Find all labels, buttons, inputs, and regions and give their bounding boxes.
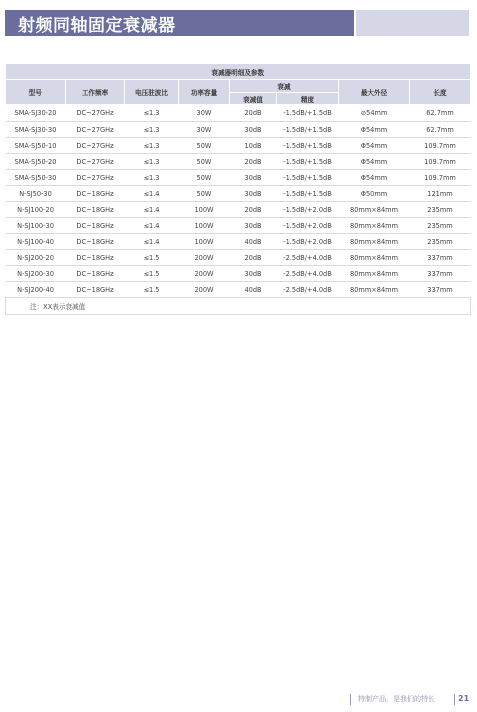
cell-model: N-SJ100-40	[6, 234, 66, 250]
cell-max-diameter: Φ54mm	[339, 138, 410, 154]
cell-max-diameter: 80mm×84mm	[339, 250, 410, 266]
table-row	[6, 202, 471, 218]
cell-power: 30W	[179, 122, 230, 138]
cell-frequency: DC~18GHz	[66, 218, 125, 234]
cell-frequency: DC~18GHz	[66, 266, 125, 282]
cell-length: 337mm	[410, 250, 471, 266]
cell-vswr: ≤1.4	[125, 186, 179, 202]
cell-accuracy: -1.5dB/+1.5dB	[277, 154, 339, 170]
title-band-tail	[356, 10, 469, 36]
cell-model: SMA-SJ30-30	[6, 122, 66, 138]
cell-vswr: ≤1.5	[125, 266, 179, 282]
table-row	[6, 105, 471, 122]
cell-accuracy: -1.5dB/+2.0dB	[277, 234, 339, 250]
cell-power: 200W	[179, 250, 230, 266]
cell-frequency: DC~27GHz	[66, 138, 125, 154]
cell-model: N-SJ200-40	[6, 282, 66, 298]
cell-accuracy: -1.5dB/+1.5dB	[277, 186, 339, 202]
table-caption: 衰减器明细及参数	[6, 64, 471, 80]
cell-length: 62.7mm	[410, 122, 471, 138]
cell-frequency: DC~18GHz	[66, 250, 125, 266]
cell-model: SMA-SJ50-10	[6, 138, 66, 154]
cell-model: N-SJ200-30	[6, 266, 66, 282]
cell-attenuation-value: 30dB	[230, 170, 277, 186]
cell-power: 50W	[179, 154, 230, 170]
cell-power: 50W	[179, 170, 230, 186]
cell-vswr: ≤1.5	[125, 282, 179, 298]
cell-accuracy: -2.5dB/+4.0dB	[277, 282, 339, 298]
cell-frequency: DC~18GHz	[66, 282, 125, 298]
cell-length: 109.7mm	[410, 170, 471, 186]
cell-length: 337mm	[410, 282, 471, 298]
cell-max-diameter: 80mm×84mm	[339, 266, 410, 282]
cell-max-diameter: 80mm×84mm	[339, 218, 410, 234]
cell-frequency: DC~18GHz	[66, 234, 125, 250]
table-row	[6, 186, 471, 202]
cell-attenuation-value: 10dB	[230, 138, 277, 154]
cell-max-diameter: ⊘54mm	[339, 105, 410, 122]
table-row	[6, 218, 471, 234]
cell-model: N-SJ100-30	[6, 218, 66, 234]
cell-model: SMA-SJ50-30	[6, 170, 66, 186]
cell-accuracy: -1.5dB/+2.0dB	[277, 218, 339, 234]
cell-accuracy: -1.5dB/+1.5dB	[277, 122, 339, 138]
cell-attenuation-value: 20dB	[230, 154, 277, 170]
cell-frequency: DC~18GHz	[66, 186, 125, 202]
cell-max-diameter: Φ50mm	[339, 186, 410, 202]
cell-vswr: ≤1.3	[125, 170, 179, 186]
cell-model: SMA-SJ50-20	[6, 154, 66, 170]
cell-vswr: ≤1.3	[125, 105, 179, 122]
table-body	[6, 105, 471, 298]
table-row	[6, 154, 471, 170]
cell-max-diameter: 80mm×84mm	[339, 234, 410, 250]
table-note: 注：XX表示衰减值	[6, 298, 471, 315]
header-power: 功率容量	[179, 80, 230, 105]
cell-accuracy: -2.5dB/+4.0dB	[277, 250, 339, 266]
header-vswr: 电压驻波比	[125, 80, 179, 105]
cell-power: 50W	[179, 186, 230, 202]
cell-model: SMA-SJ30-20	[6, 105, 66, 122]
cell-model: N-SJ100-20	[6, 202, 66, 218]
cell-length: 337mm	[410, 266, 471, 282]
page-title: 射频同轴固定衰减器	[18, 15, 176, 36]
cell-vswr: ≤1.4	[125, 218, 179, 234]
header-attenuation-value: 衰减值	[230, 93, 277, 105]
cell-attenuation-value: 20dB	[230, 202, 277, 218]
cell-max-diameter: Φ54mm	[339, 122, 410, 138]
cell-attenuation-value: 30dB	[230, 266, 277, 282]
cell-vswr: ≤1.5	[125, 250, 179, 266]
cell-frequency: DC~27GHz	[66, 105, 125, 122]
cell-vswr: ≤1.3	[125, 154, 179, 170]
cell-power: 100W	[179, 234, 230, 250]
cell-accuracy: -1.5dB/+1.5dB	[277, 170, 339, 186]
title-band	[5, 10, 354, 36]
header-accuracy: 精度	[277, 93, 339, 105]
cell-power: 100W	[179, 218, 230, 234]
cell-accuracy: -1.5dB/+2.0dB	[277, 202, 339, 218]
cell-power: 100W	[179, 202, 230, 218]
table-row	[6, 234, 471, 250]
cell-accuracy: -1.5dB/+1.5dB	[277, 138, 339, 154]
table-row	[6, 250, 471, 266]
table-row	[6, 266, 471, 282]
cell-vswr: ≤1.4	[125, 202, 179, 218]
table-row	[6, 138, 471, 154]
cell-frequency: DC~27GHz	[66, 154, 125, 170]
footer-slogan: 特制产品，是我们的特长	[358, 695, 435, 703]
cell-length: 235mm	[410, 218, 471, 234]
cell-length: 235mm	[410, 202, 471, 218]
cell-vswr: ≤1.4	[125, 234, 179, 250]
cell-frequency: DC~18GHz	[66, 202, 125, 218]
header-frequency: 工作频率	[66, 80, 125, 105]
cell-attenuation-value: 30dB	[230, 122, 277, 138]
cell-attenuation-value: 40dB	[230, 282, 277, 298]
cell-frequency: DC~27GHz	[66, 122, 125, 138]
cell-max-diameter: 80mm×84mm	[339, 202, 410, 218]
footer-divider	[350, 694, 351, 705]
page-number: 21	[458, 694, 470, 703]
cell-accuracy: -1.5dB/+1.5dB	[277, 105, 339, 122]
cell-model: N-SJ200-20	[6, 250, 66, 266]
cell-frequency: DC~27GHz	[66, 170, 125, 186]
cell-model: N-SJ50-30	[6, 186, 66, 202]
cell-power: 200W	[179, 282, 230, 298]
cell-length: 109.7mm	[410, 138, 471, 154]
footer-divider	[454, 694, 455, 705]
header-model: 型号	[6, 80, 66, 105]
cell-max-diameter: 80mm×84mm	[339, 282, 410, 298]
cell-vswr: ≤1.3	[125, 138, 179, 154]
cell-attenuation-value: 30dB	[230, 218, 277, 234]
table-row	[6, 170, 471, 186]
cell-length: 62.7mm	[410, 105, 471, 122]
cell-attenuation-value: 20dB	[230, 105, 277, 122]
cell-accuracy: -2.5dB/+4.0dB	[277, 266, 339, 282]
header-length: 长度	[410, 80, 471, 105]
cell-attenuation-value: 30dB	[230, 186, 277, 202]
attenuator-spec-table	[5, 64, 471, 315]
cell-attenuation-value: 20dB	[230, 250, 277, 266]
cell-length: 109.7mm	[410, 154, 471, 170]
cell-power: 200W	[179, 266, 230, 282]
header-max-diameter: 最大外径	[339, 80, 410, 105]
table-row	[6, 122, 471, 138]
cell-attenuation-value: 40dB	[230, 234, 277, 250]
header-attenuation-group: 衰减	[230, 80, 339, 93]
cell-max-diameter: Φ54mm	[339, 170, 410, 186]
cell-length: 235mm	[410, 234, 471, 250]
cell-length: 121mm	[410, 186, 471, 202]
cell-power: 30W	[179, 105, 230, 122]
cell-power: 50W	[179, 138, 230, 154]
cell-max-diameter: Φ54mm	[339, 154, 410, 170]
table-row	[6, 282, 471, 298]
cell-vswr: ≤1.3	[125, 122, 179, 138]
